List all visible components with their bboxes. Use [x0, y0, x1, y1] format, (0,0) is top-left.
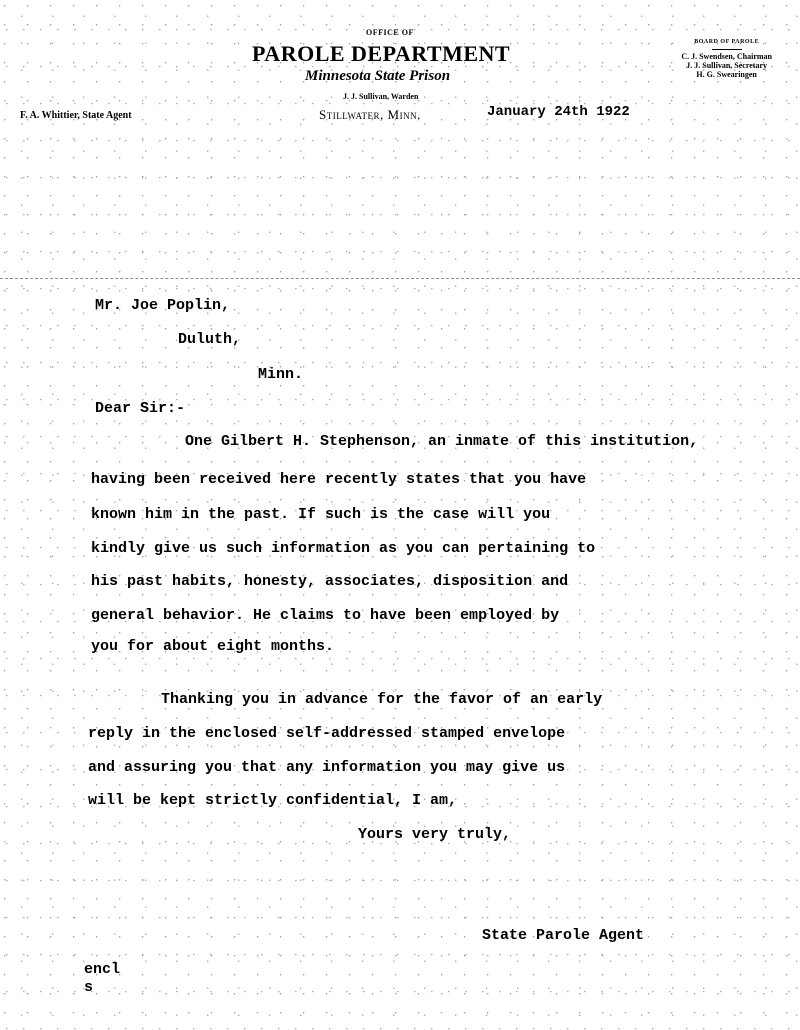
board-rule [712, 49, 742, 50]
body-line: and assuring you that any information you may give us [88, 759, 566, 776]
recipient-name: Mr. Joe Poplin, [95, 297, 231, 314]
letterhead-department: PAROLE DEPARTMENT [252, 41, 511, 66]
board-of-parole [681, 38, 772, 79]
recipient-state: Minn. [258, 366, 304, 383]
body-line: having been received here recently states that you have [91, 471, 587, 488]
letterhead-office-of: OFFICE OF [366, 28, 414, 37]
body-line: will be kept strictly confidential, I am, [88, 792, 458, 809]
board-title: BOARD OF PAROLE [694, 39, 760, 45]
letterhead-state-agent: F. A. Whittier, State Agent [20, 110, 132, 121]
recipient-city: Duluth, [178, 331, 242, 348]
fold-line [0, 278, 800, 279]
board-member: C. J. Swendsen, Chairman [681, 52, 772, 61]
signature-title: State Parole Agent [482, 927, 645, 944]
closing: Yours very truly, [358, 826, 512, 843]
body-line: reply in the enclosed self-addressed stamped envelope [88, 725, 566, 742]
body-line: general behavior. He claims to have been employed by [91, 607, 560, 624]
enclosure-note: encl [84, 961, 121, 978]
body-line: known him in the past. If such is the case will you [91, 506, 551, 523]
typist-initials: s [84, 979, 94, 996]
body-line: his past habits, honesty, associates, disposition and [91, 573, 569, 590]
body-line: kindly give us such information as you can pertaining to [91, 540, 596, 557]
body-line: you for about eight months. [91, 638, 335, 655]
board-member: H. G. Swearingen [696, 70, 757, 79]
letterhead-city: Stillwater, Minn. [319, 107, 421, 122]
board-member: J. J. Sullivan, Secretary [686, 61, 768, 70]
letterhead-warden: J. J. Sullivan, Warden [343, 92, 419, 101]
letterhead-institution: Minnesota State Prison [305, 68, 451, 84]
body-line: One Gilbert H. Stephenson, an inmate of this institution, [185, 433, 699, 450]
letter-date: January 24th 1922 [487, 104, 630, 120]
salutation: Dear Sir:- [95, 400, 186, 417]
body-line: Thanking you in advance for the favor of an early [161, 691, 603, 708]
